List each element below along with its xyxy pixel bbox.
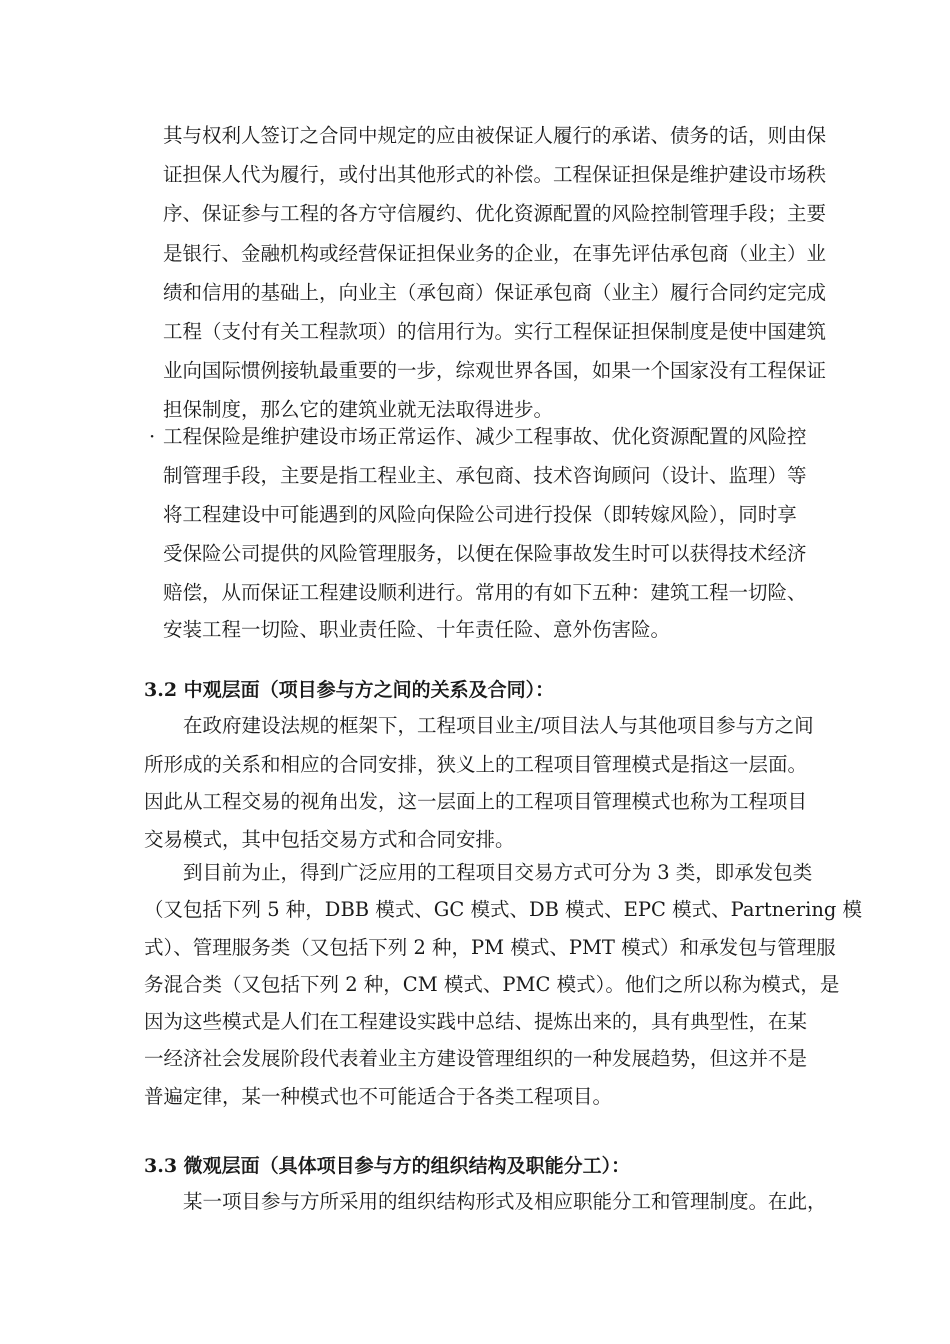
text-line: 在政府建设法规的框架下，工程项目业主/项目法人与其他项目参与方之间: [183, 714, 814, 737]
text-line: 普遍定律，某一种模式也不可能适合于各类工程项目。: [144, 1085, 613, 1108]
text-line: 赔偿，从而保证工程建设顺利进行。常用的有如下五种：建筑工程一切险、: [163, 581, 807, 604]
text-line: 工程保险是维护建设市场正常运作、减少工程事故、优化资源配置的风险控: [163, 425, 807, 448]
text-line: 到目前为止，得到广泛应用的工程项目交易方式可分为 3 类，即承发包类: [183, 861, 813, 884]
text-line: 序、保证参与工程的各方守信履约、优化资源配置的风险控制管理手段；主要: [163, 202, 827, 225]
bullet-mark: ·: [149, 425, 156, 448]
section-heading-3-3: 3.3 微观层面（具体项目参与方的组织结构及职能分工）：: [144, 1155, 631, 1177]
text-line: 证担保人代为履行，或付出其他形式的补偿。工程保证担保是维护建设市场秩: [163, 163, 827, 186]
text-line: 因为这些模式是人们在工程建设实践中总结、提炼出来的，具有典型性，在某: [144, 1010, 808, 1033]
text-line: 制管理手段，主要是指工程业主、承包商、技术咨询顾问（设计、监理）等: [163, 464, 807, 487]
text-line: 因此从工程交易的视角出发，这一层面上的工程项目管理模式也称为工程项目: [144, 790, 808, 813]
text-line: 绩和信用的基础上，向业主（承包商）保证承包商（业主）履行合同约定完成: [163, 281, 827, 304]
text-line: （又包括下列 5 种，DBB 模式、GC 模式、DB 模式、EPC 模式、Partnering 模: [144, 898, 863, 921]
text-line: 所形成的关系和相应的合同安排，狭义上的工程项目管理模式是指这一层面。: [144, 753, 808, 776]
text-line: 一经济社会发展阶段代表着业主方建设管理组织的一种发展趋势，但这并不是: [144, 1047, 808, 1070]
text-line: 是银行、金融机构或经营保证担保业务的企业，在事先评估承包商（业主）业: [163, 242, 827, 265]
text-line: 将工程建设中可能遇到的风险向保险公司进行投保（即转嫁风险），同时享: [163, 503, 797, 526]
text-line: 担保制度，那么它的建筑业就无法取得进步。: [163, 398, 554, 421]
text-line: 其与权利人签订之合同中规定的应由被保证人履行的承诺、债务的话，则由保: [163, 124, 827, 147]
text-line: 业向国际惯例接轨最重要的一步，综观世界各国，如果一个国家没有工程保证: [163, 359, 827, 382]
section-heading-3-2: 3.2 中观层面（项目参与方之间的关系及合同）：: [144, 679, 555, 701]
text-line: 安装工程一切险、职业责任险、十年责任险、意外伤害险。: [163, 618, 671, 641]
text-line: 工程（支付有关工程款项）的信用行为。实行工程保证担保制度是使中国建筑: [163, 320, 827, 343]
text-line: 式）、管理服务类（又包括下列 2 种，PM 模式、PMT 模式）和承发包与管理服: [144, 936, 836, 959]
text-line: 受保险公司提供的风险管理服务，以便在保险事故发生时可以获得技术经济: [163, 542, 807, 565]
text-line: 务混合类（又包括下列 2 种，CM 模式、PMC 模式）。他们之所以称为模式，是: [144, 973, 840, 996]
text-line: 某一项目参与方所采用的组织结构形式及相应职能分工和管理制度。在此，: [183, 1190, 827, 1213]
text-line: 交易模式，其中包括交易方式和合同安排。: [144, 828, 515, 851]
